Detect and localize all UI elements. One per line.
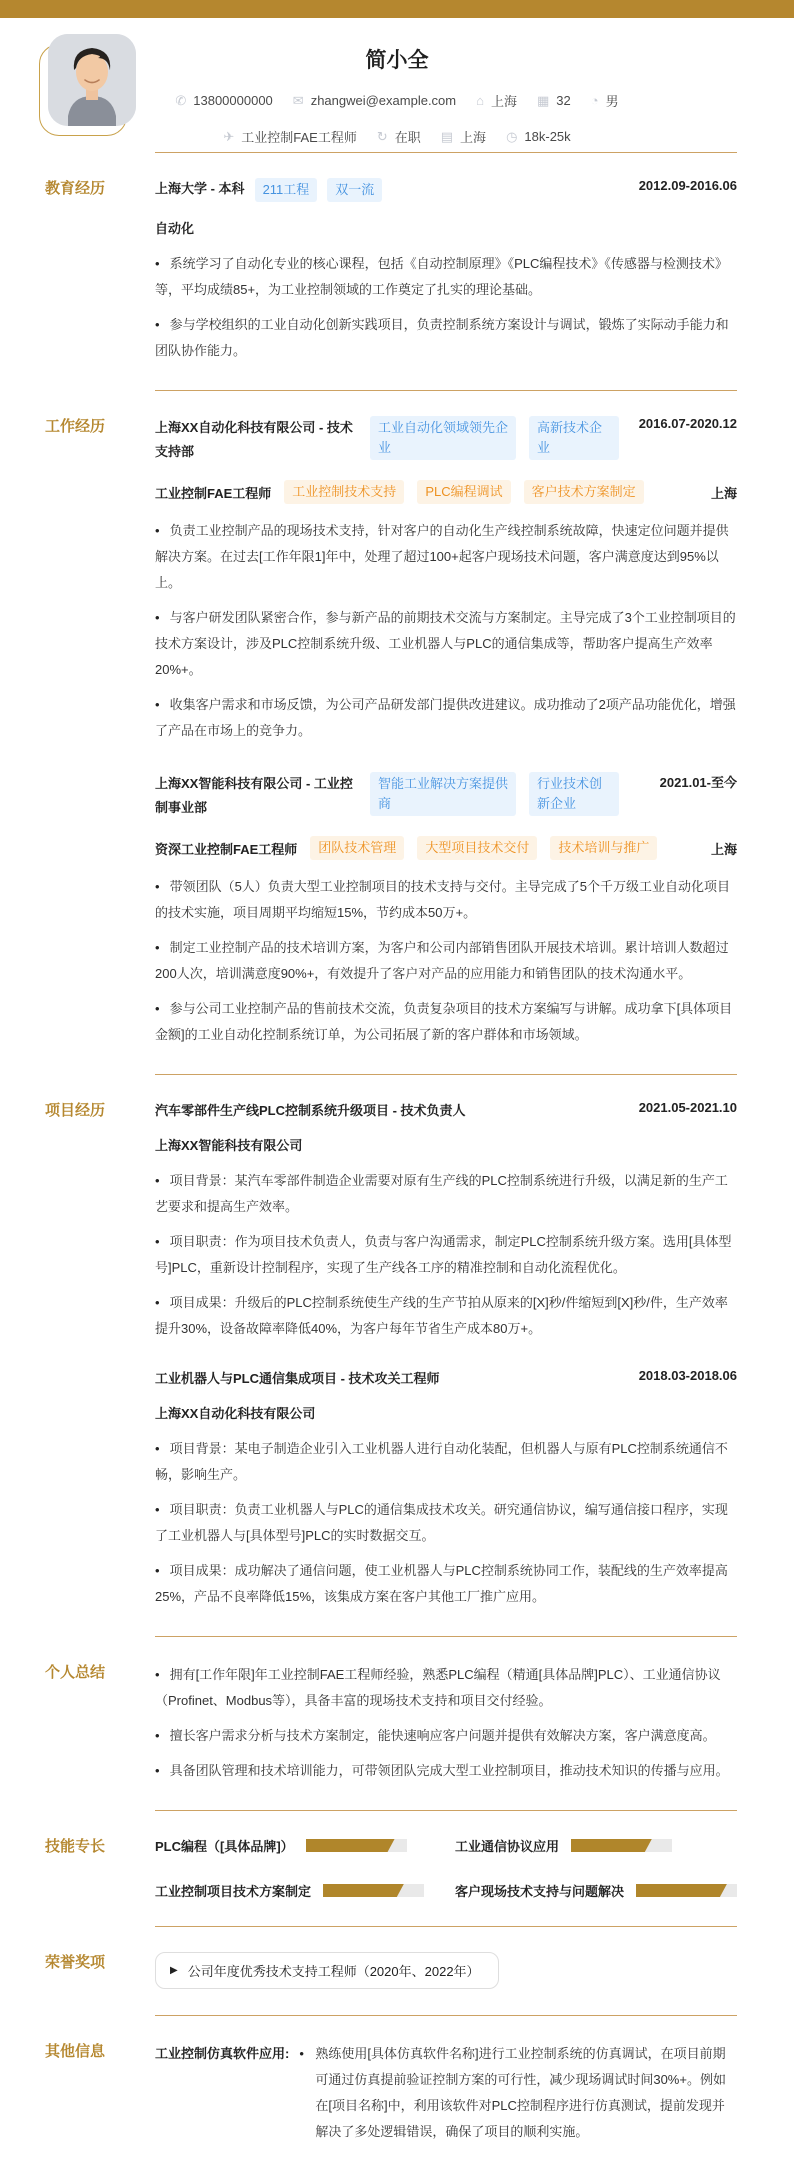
project-name: 汽车零部件生产线PLC控制系统升级项目 - 技术负责人 xyxy=(155,1103,466,1118)
project-bullet: • 项目成果：升级后的PLC控制系统使生产线的生产节拍从原来的[X]秒/件缩短到[X]秒/件，生产效率提升30%，设备故障率降低40%，为客户每年节省生产成本80万+。 xyxy=(155,1290,737,1342)
company-name: 上海XX智能科技有限公司 - 工业控制事业部 xyxy=(155,776,353,815)
company-tag: 行业技术创新企业 xyxy=(529,772,619,816)
project-date: 2021.05-2021.10 xyxy=(638,1100,737,1115)
home-icon: ⌂ xyxy=(476,93,484,108)
major: 自动化 xyxy=(155,221,195,236)
email xyxy=(293,93,456,109)
school-tag-211: 211工程 xyxy=(255,178,318,202)
city-value: 上海 xyxy=(460,130,487,145)
avatar-photo xyxy=(48,34,136,126)
job-role: 工业控制FAE工程师 xyxy=(155,485,272,501)
section-title-work: 工作经历 xyxy=(45,418,106,435)
job-bullet: • 制定工业控制产品的技术培训方案，为客户和公司内部销售团队开展技术培训。累计培训人数超过200人次，培训满意度90%+，有效提升了客户对产品的应用能力和销售团队的技术沟通水平。 xyxy=(155,935,737,987)
job-intention-value: 工业控制FAE工程师 xyxy=(241,130,357,145)
school-tag-double-first-class: 双一流 xyxy=(327,178,382,202)
school-name: 上海大学 - 本科 xyxy=(155,181,245,196)
job-date: 2021.01-至今 xyxy=(659,775,737,790)
hometown-value: 上海 xyxy=(490,94,517,109)
resume-header xyxy=(0,18,794,152)
city-icon: ▤ xyxy=(440,128,454,144)
expand-triangle-icon: ▶ xyxy=(170,1965,178,1976)
job-date: 2016.07-2020.12 xyxy=(638,416,737,431)
skill-bar xyxy=(306,1839,407,1852)
top-accent-bar xyxy=(0,0,794,18)
project-bullet: • 项目职责：作为项目技术负责人，负责与客户沟通需求，制定PLC控制系统升级方案。选用[具体型号]PLC，重新设计控制程序，实现了生产线各工序的精准控制和自动化流程优化。 xyxy=(155,1229,737,1281)
section-title-summary: 个人总结 xyxy=(45,1664,106,1681)
education-date: 2012.09-2016.06 xyxy=(638,178,737,193)
project-company: 上海XX智能科技有限公司 xyxy=(155,1138,303,1153)
skill-bar-fill xyxy=(636,1884,727,1897)
job-status-value: 在职 xyxy=(394,130,421,145)
role-tag: 客户技术方案制定 xyxy=(524,480,644,504)
honor-item[interactable] xyxy=(155,1952,499,1989)
hometown xyxy=(476,91,517,110)
skill-item xyxy=(455,1881,737,1900)
project-name: 工业机器人与PLC通信集成项目 - 技术攻关工程师 xyxy=(155,1371,440,1386)
project-date: 2018.03-2018.06 xyxy=(638,1368,737,1383)
skill-item xyxy=(155,1881,427,1900)
company-tag: 工业自动化领域领先企业 xyxy=(370,416,516,460)
age xyxy=(537,93,571,109)
age-icon: ▦ xyxy=(537,92,550,108)
job-bullet: • 与客户研发团队紧密合作，参与新产品的前期技术交流与方案制定。主导完成了3个工业控制项目的技术方案设计，涉及PLC控制系统升级、工业机器人与PLC的通信集成等，帮助客户提高生产效率20%+。 xyxy=(155,605,737,683)
city xyxy=(441,127,486,146)
role-tag: 技术培训与推广 xyxy=(550,836,657,860)
other-heading: 工业控制仿真软件应用: xyxy=(155,2046,290,2061)
company-tag: 智能工业解决方案提供商 xyxy=(370,772,516,816)
job-location: 上海 xyxy=(710,841,737,857)
job-bullet: • 负责工业控制产品的现场技术支持，针对客户的自动化生产线控制系统故障，快速定位问题并提供解决方案。在过去[工作年限1]年中，处理了超过100+起客户现场技术问题，客户满意度达到95%以上。 xyxy=(155,518,737,596)
job-role: 资深工业控制FAE工程师 xyxy=(155,841,298,857)
education-bullet: • 参与学校组织的工业自动化创新实践项目，负责控制系统方案设计与调试，锻炼了实际动手能力和团队协作能力。 xyxy=(155,312,737,364)
education-bullet: • 系统学习了自动化专业的核心课程，包括《自动控制原理》《PLC编程技术》《传感器与检测技术》等，平均成绩85+，为工业控制领域的工作奠定了扎实的理论基础。 xyxy=(155,251,737,303)
summary-bullet: • 具备团队管理和技术培训能力，可带领团队完成大型工业控制项目，推动技术知识的传播与应用。 xyxy=(155,1758,737,1784)
salary-value: 18k-25k xyxy=(524,129,571,144)
job-bullet: • 带领团队（5人）负责大型工业控制项目的技术支持与交付。主导完成了5个千万级工业自动化项目的技术实施，项目周期平均缩短15%，节约成本50万+。 xyxy=(155,874,737,926)
phone xyxy=(175,93,272,109)
gender-icon: ◔ xyxy=(590,93,599,108)
job-bullet: • 收集客户需求和市场反馈，为公司产品研发部门提供改进建议。成功推动了2项产品功能优化，增强了产品在市场上的竞争力。 xyxy=(155,692,737,744)
role-tag: PLC编程调试 xyxy=(417,480,510,504)
project-bullet: • 项目成果：成功解决了通信问题，使工业机器人与PLC控制系统协同工作，装配线的生产效率提高25%，产品不良率降低15%，该集成方案在客户其他工厂推广应用。 xyxy=(155,1558,737,1610)
skill-bar-fill xyxy=(306,1839,395,1852)
section-honors xyxy=(0,1926,794,2015)
section-title-honors: 荣誉奖项 xyxy=(45,1954,106,1971)
skill-bar xyxy=(323,1884,424,1897)
section-other xyxy=(0,2015,794,2171)
company-name: 上海XX自动化科技有限公司 - 技术支持部 xyxy=(155,420,353,459)
project-entry xyxy=(155,1100,737,1342)
project-bullet: • 项目职责：负责工业机器人与PLC的通信集成技术攻关。研究通信协议，编写通信接口程序，实现了工业机器人与[具体型号]PLC的实时数据交互。 xyxy=(155,1497,737,1549)
skill-bar xyxy=(571,1839,672,1852)
job-status xyxy=(377,127,421,146)
section-title-other: 其他信息 xyxy=(45,2043,106,2060)
skill-item xyxy=(155,1836,427,1855)
job-location: 上海 xyxy=(710,485,737,501)
phone-icon: ✆ xyxy=(175,92,187,108)
project-company: 上海XX自动化科技有限公司 xyxy=(155,1406,316,1421)
job-intention-icon: ✈ xyxy=(223,128,235,144)
candidate-name: 简小全 xyxy=(365,49,429,72)
other-bullet-wrap xyxy=(299,2041,737,2145)
salary-icon: ◷ xyxy=(506,128,518,144)
job-entry xyxy=(155,772,737,1048)
section-work xyxy=(0,390,794,1074)
gender-value: 男 xyxy=(605,94,619,109)
job-intention xyxy=(223,127,356,146)
company-tag: 高新技术企业 xyxy=(529,416,619,460)
project-bullet: • 项目背景：某汽车零部件制造企业需要对原有生产线的PLC控制系统进行升级，以满足新的生产工艺要求和提高生产效率。 xyxy=(155,1168,737,1220)
skill-name: 客户现场技术支持与问题解决 xyxy=(454,1884,624,1899)
gender xyxy=(591,91,619,110)
avatar xyxy=(48,34,136,126)
section-projects xyxy=(0,1074,794,1636)
skill-bar-fill xyxy=(571,1839,652,1852)
section-title-education: 教育经历 xyxy=(45,180,106,197)
email-value: zhangwei@example.com xyxy=(310,93,457,108)
salary xyxy=(506,129,571,145)
honor-text: 公司年度优秀技术支持工程师（2020年、2022年） xyxy=(187,1964,480,1979)
skill-name: PLC编程（[具体品牌]） xyxy=(155,1839,294,1854)
summary-bullet: • 擅长客户需求分析与技术方案制定，能快速响应客户问题并提供有效解决方案，客户满意度高。 xyxy=(155,1723,737,1749)
job-entry xyxy=(155,416,737,744)
section-summary xyxy=(0,1636,794,1810)
section-education xyxy=(0,152,794,390)
skill-bar-fill xyxy=(323,1884,404,1897)
skill-item xyxy=(455,1836,737,1855)
section-title-skills: 技能专长 xyxy=(45,1838,106,1855)
role-tag: 工业控制技术支持 xyxy=(284,480,404,504)
age-value: 32 xyxy=(556,93,571,108)
summary-bullet: • 拥有[工作年限]年工业控制FAE工程师经验，熟悉PLC编程（精通[具体品牌]PLC）、工业通信协议（Profinet、Modbus等），具备丰富的现场技术支持和项目交付经验。 xyxy=(155,1662,737,1714)
other-bullet: • 熟练使用[具体仿真软件名称]进行工业控制系统的仿真调试，在项目前期可通过仿真提前验证控制方案的可行性，减少现场调试时间30%+。例如在[项目名称]中，利用该软件对PLC控制程序进行仿真测试，提前发现并解决了多处逻辑错误，确保了项目的顺利实施。 xyxy=(315,2046,726,2139)
section-title-projects: 项目经历 xyxy=(45,1102,106,1119)
skill-name: 工业控制项目技术方案制定 xyxy=(155,1884,312,1899)
project-bullet: • 项目背景：某电子制造企业引入工业机器人进行自动化装配，但机器人与原有PLC控制系统通信不畅，影响生产。 xyxy=(155,1436,737,1488)
job-status-icon: ↻ xyxy=(376,128,388,144)
phone-value: 13800000000 xyxy=(193,93,273,108)
role-tag: 大型项目技术交付 xyxy=(417,836,537,860)
job-bullet: • 参与公司工业控制产品的售前技术交流，负责复杂项目的技术方案编写与讲解。成功拿下[具体项目金额]的工业自动化控制系统订单，为公司拓展了新的客户群体和市场领域。 xyxy=(155,996,737,1048)
skill-bar xyxy=(636,1884,737,1897)
project-entry xyxy=(155,1368,737,1610)
skill-name: 工业通信协议应用 xyxy=(454,1839,559,1854)
section-skills xyxy=(0,1810,794,1926)
portrait-illustration xyxy=(48,34,136,126)
email-icon: ✉ xyxy=(292,92,304,108)
role-tag: 团队技术管理 xyxy=(310,836,404,860)
